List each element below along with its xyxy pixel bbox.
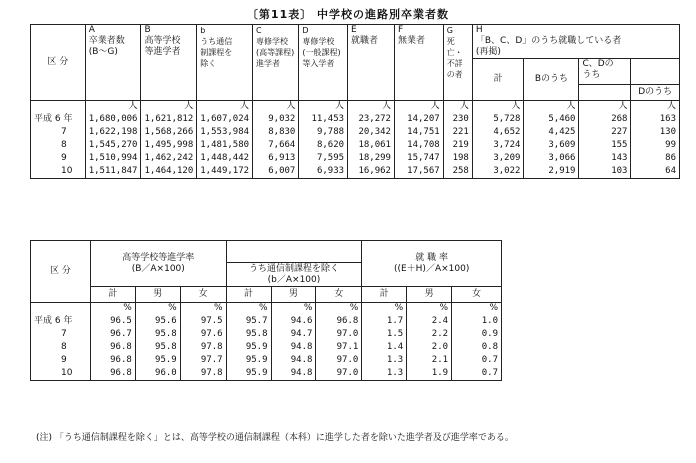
t2-cell: 95.9	[226, 368, 271, 381]
header-h-b: Bのうち	[524, 59, 579, 101]
unit-cell: 人	[524, 101, 579, 114]
table-cell: 221	[443, 127, 472, 140]
table-cell: 3,724	[472, 140, 524, 153]
table-row	[31, 140, 680, 153]
table-cell: 3,066	[524, 153, 579, 166]
t2-cell: 0.7	[452, 355, 502, 368]
table-cell: 1,511,847	[85, 166, 141, 179]
unit-cell: 人	[394, 101, 443, 114]
t2-row-label: 10	[31, 368, 91, 381]
table-cell: 9,788	[299, 127, 348, 140]
t2-cell: 1.3	[362, 355, 407, 368]
t2-cell: 96.8	[90, 342, 135, 355]
table-cell: 14,708	[394, 140, 443, 153]
t2-cell: 96.8	[90, 355, 135, 368]
t2-cell: 97.0	[316, 368, 362, 381]
table-cell: 155	[579, 140, 631, 153]
t2-row	[31, 329, 502, 342]
t2-unit-cell: %	[316, 303, 362, 316]
t2-cell: 1.5	[362, 329, 407, 342]
table-cell: 130	[631, 127, 680, 140]
table-cell: 227	[579, 127, 631, 140]
table-cell: 5,460	[524, 114, 579, 127]
table-cell: 23,272	[348, 114, 395, 127]
row-label: 平成 6 年	[31, 114, 86, 127]
unit-cell: 人	[141, 101, 197, 114]
table-cell: 5,728	[472, 114, 524, 127]
t2-cell: 94.8	[271, 342, 316, 355]
table-cell: 99	[631, 140, 680, 153]
t2-cell: 0.7	[452, 368, 502, 381]
t2-subheader: 男	[407, 287, 452, 303]
table-cell: 2,919	[524, 166, 579, 179]
table-cell: 143	[579, 153, 631, 166]
table-cell: 1,464,120	[141, 166, 197, 179]
table-cell: 6,913	[253, 153, 299, 166]
unit-cell: 人	[197, 101, 253, 114]
t2-cell: 96.8	[316, 316, 362, 329]
t2-cell: 97.0	[316, 355, 362, 368]
table-row	[31, 166, 680, 179]
table-cell: 1,481,580	[197, 140, 253, 153]
table-cell: 15,747	[394, 153, 443, 166]
table-cell: 18,061	[348, 140, 395, 153]
t2-cell: 97.7	[180, 355, 226, 368]
t2-subheader: 女	[180, 287, 226, 303]
t2-row-label: 9	[31, 355, 91, 368]
unit-cell: 人	[85, 101, 141, 114]
header-kubun: 区 分	[31, 25, 86, 101]
t2-cell: 1.0	[452, 316, 502, 329]
t2-cell: 97.1	[316, 342, 362, 355]
table-cell: 1,568,266	[141, 127, 197, 140]
table-cell: 7,664	[253, 140, 299, 153]
table-cell: 6,933	[299, 166, 348, 179]
table-row	[31, 153, 680, 166]
table-cell: 1,545,270	[85, 140, 141, 153]
table-cell: 1,448,442	[197, 153, 253, 166]
t2-cell: 95.9	[226, 342, 271, 355]
graduates-table	[30, 24, 680, 179]
t2-cell: 95.7	[226, 316, 271, 329]
header-a: A 卒業者数 (B～G)	[85, 25, 141, 101]
table-cell: 8,620	[299, 140, 348, 153]
t2-cell: 2.0	[407, 342, 452, 355]
t2-cell: 95.6	[135, 316, 180, 329]
header-h-d: Dのうち	[631, 85, 680, 101]
header-e: E 就職者	[348, 25, 395, 101]
unit-cell: 人	[299, 101, 348, 114]
table-cell: 1,462,242	[141, 153, 197, 166]
t2-header-kubun: 区 分	[31, 241, 91, 303]
table-cell: 230	[443, 114, 472, 127]
header-h-total: 計	[472, 59, 524, 101]
row-label: 9	[31, 153, 86, 166]
t2-cell: 94.8	[271, 355, 316, 368]
t2-cell: 95.8	[135, 342, 180, 355]
unit-cell: 人	[472, 101, 524, 114]
table-cell: 1,449,172	[197, 166, 253, 179]
t2-cell: 95.9	[226, 355, 271, 368]
table-cell: 9,032	[253, 114, 299, 127]
header-d: D 専修学校 (一般課程) 等入学者	[299, 25, 348, 101]
t2-subheader: 計	[90, 287, 135, 303]
t2-subheader: 計	[226, 287, 271, 303]
t2-unit-cell: %	[362, 303, 407, 316]
t2-cell: 0.9	[452, 329, 502, 342]
t2-cell: 1.3	[362, 368, 407, 381]
t2-unit-cell: %	[226, 303, 271, 316]
t2-cell: 2.1	[407, 355, 452, 368]
table-cell: 4,425	[524, 127, 579, 140]
t2-cell: 96.7	[90, 329, 135, 342]
t2-row	[31, 316, 502, 329]
table-cell: 4,652	[472, 127, 524, 140]
t2-row-label: 8	[31, 342, 91, 355]
row-label: 8	[31, 140, 86, 153]
t2-group3: 就 職 率 ((E＋H)／A×100)	[362, 241, 502, 287]
unit-cell: 人	[253, 101, 299, 114]
table-cell: 18,299	[348, 153, 395, 166]
t2-group2: うち通信制課程を除く (b／A×100)	[226, 263, 362, 287]
t2-row	[31, 368, 502, 381]
table-cell: 14,751	[394, 127, 443, 140]
table-row	[31, 127, 680, 140]
t2-unit-cell: %	[407, 303, 452, 316]
t2-row-label: 平成 6 年	[31, 316, 91, 329]
table-cell: 219	[443, 140, 472, 153]
table-cell: 1,607,024	[197, 114, 253, 127]
t2-cell: 94.6	[271, 316, 316, 329]
t2-cell: 94.8	[271, 368, 316, 381]
t2-cell: 1.4	[362, 342, 407, 355]
unit-cell: 人	[631, 101, 680, 114]
table-cell: 17,567	[394, 166, 443, 179]
t2-cell: 97.0	[316, 329, 362, 342]
t2-cell: 96.0	[135, 368, 180, 381]
table-cell: 7,595	[299, 153, 348, 166]
unit-cell: 人	[348, 101, 395, 114]
t2-cell: 95.9	[135, 355, 180, 368]
page-title: 〔第11表〕 中学校の進路別卒業者数	[246, 8, 450, 21]
table-cell: 11,453	[299, 114, 348, 127]
t2-unit-cell: %	[135, 303, 180, 316]
t2-subheader: 男	[135, 287, 180, 303]
row-label: 10	[31, 166, 86, 179]
table-cell: 6,007	[253, 166, 299, 179]
t2-row	[31, 355, 502, 368]
table-cell: 163	[631, 114, 680, 127]
t2-subheader: 女	[316, 287, 362, 303]
table-cell: 1,622,198	[85, 127, 141, 140]
unit-cell: 人	[443, 101, 472, 114]
header-b-small: b うち通信 制課程を 除く	[197, 25, 253, 101]
t2-subheader: 計	[362, 287, 407, 303]
t2-subheader: 男	[271, 287, 316, 303]
table-cell: 1,621,812	[141, 114, 197, 127]
header-h: H 「B、C、D」のうち就職している者 (再掲)	[472, 25, 679, 59]
table-cell: 103	[579, 166, 631, 179]
table-cell: 86	[631, 153, 680, 166]
t2-row-label: 7	[31, 329, 91, 342]
t2-cell: 1.7	[362, 316, 407, 329]
table-cell: 268	[579, 114, 631, 127]
table-cell: 1,553,984	[197, 127, 253, 140]
t2-cell: 97.8	[180, 368, 226, 381]
t2-cell: 2.2	[407, 329, 452, 342]
header-h-cd: C、Dの うち	[579, 59, 631, 85]
t2-cell: 95.8	[226, 329, 271, 342]
t2-cell: 95.8	[135, 329, 180, 342]
footnote: (注) 「うち通信制課程を除く」とは、高等学校の通信制課程（本科）に進学した者を除いた進学者及び進学率である。	[36, 433, 514, 443]
t2-cell: 2.4	[407, 316, 452, 329]
unit-row-blank	[31, 101, 86, 114]
table-cell: 64	[631, 166, 680, 179]
t2-unit-cell: %	[180, 303, 226, 316]
t2-cell: 0.8	[452, 342, 502, 355]
table-cell: 198	[443, 153, 472, 166]
t2-subheader: 女	[452, 287, 502, 303]
table-cell: 258	[443, 166, 472, 179]
t2-cell: 96.8	[90, 368, 135, 381]
t2-unit-cell: %	[90, 303, 135, 316]
table-cell: 20,342	[348, 127, 395, 140]
table-cell: 3,209	[472, 153, 524, 166]
t2-cell: 97.8	[180, 342, 226, 355]
t2-row	[31, 342, 502, 355]
header-g: G 死亡・ 不詳の者	[443, 25, 472, 101]
table-row	[31, 114, 680, 127]
row-label: 7	[31, 127, 86, 140]
header-c: C 専修学校 (高等課程) 進学者	[253, 25, 299, 101]
header-b: B 高等学校 等進学者	[141, 25, 197, 101]
header-f: F 無業者	[394, 25, 443, 101]
unit-cell: 人	[579, 101, 631, 114]
t2-cell: 1.9	[407, 368, 452, 381]
table-cell: 14,207	[394, 114, 443, 127]
t2-cell: 96.5	[90, 316, 135, 329]
t2-group1: 高等学校等進学率 (B／A×100)	[90, 241, 226, 287]
table-cell: 8,830	[253, 127, 299, 140]
table-cell: 16,962	[348, 166, 395, 179]
table-cell: 3,022	[472, 166, 524, 179]
table-cell: 1,495,998	[141, 140, 197, 153]
table-cell: 1,510,994	[85, 153, 141, 166]
t2-cell: 97.6	[180, 329, 226, 342]
t2-unit-blank	[31, 303, 91, 316]
t2-cell: 97.5	[180, 316, 226, 329]
table-cell: 1,680,006	[85, 114, 141, 127]
rates-table	[30, 240, 502, 381]
t2-cell: 94.7	[271, 329, 316, 342]
t2-unit-cell: %	[452, 303, 502, 316]
t2-unit-cell: %	[271, 303, 316, 316]
table-cell: 3,609	[524, 140, 579, 153]
